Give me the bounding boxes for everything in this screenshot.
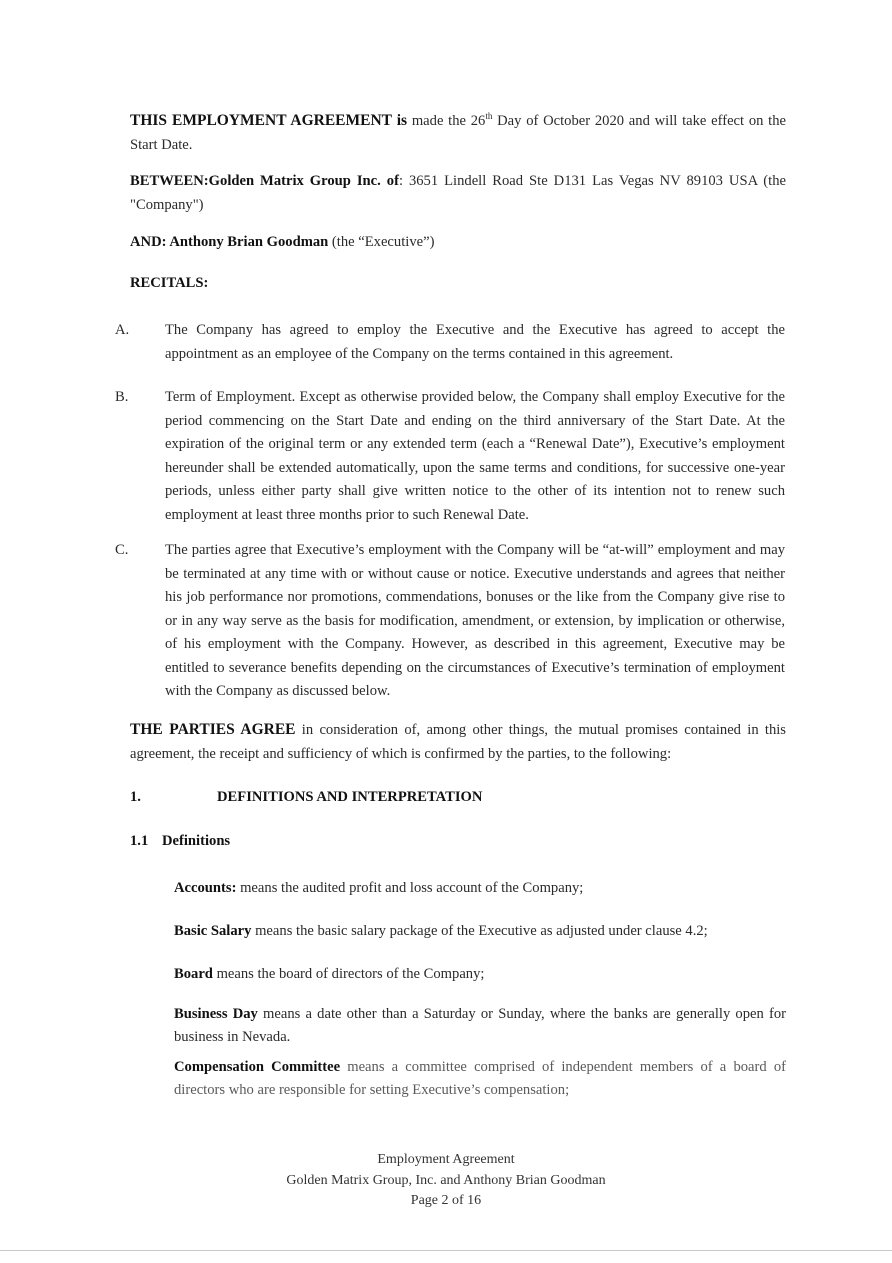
footer-page-number: Page 2 of 16 [410, 1193, 482, 1208]
intro-title: THIS EMPLOYMENT AGREEMENT is [130, 112, 408, 129]
definition-term: Business Day [174, 1006, 258, 1022]
definition-item [174, 1056, 786, 1102]
definition-item [174, 963, 786, 986]
recital-b-label: B. [115, 389, 129, 405]
footer-parties: Golden Matrix Group, Inc. and Anthony Brian Goodman [286, 1172, 606, 1188]
recitals-heading: RECITALS: [130, 275, 209, 291]
definition-text: means a committee comprised of independent members of a board of directors who are responsible for setting Executive’s compensation; [174, 1059, 786, 1098]
and-text: (the “Executive”) [328, 234, 435, 250]
subsection-number: 1.1 [130, 833, 149, 849]
section-number: 1. [130, 789, 141, 805]
parties-agree-label: THE PARTIES AGREE [130, 721, 296, 738]
definition-text: means the board of directors of the Company; [212, 966, 485, 982]
definition-text: means the basic salary package of the Executive as adjusted under clause 4.2; [251, 923, 708, 939]
intro-sup: th [485, 111, 493, 122]
and-label: AND: Anthony Brian Goodman [130, 234, 329, 250]
subsection-title: Definitions [162, 833, 231, 849]
definition-term: Accounts: [174, 880, 237, 896]
definition-text: means the audited profit and loss account of the Company; [236, 880, 584, 896]
definition-term: Board [174, 966, 213, 982]
recital-c-text: The parties agree that Executive’s employment with the Company will be “at-will” employment and may be terminated at any time with or without cause or notice. Executive understands and agrees that neither his job performance nor promotions, commendations, bonuses or the like from the Company give rise to or in any way serve as the basis for modification, amendment, or extension, by implication or otherwise, of his employment with the Company. However, as described in this agreement, Executive may be entitled to severance benefits depending on the circumstances of Executive’s termination of employment with the Company as discussed below. [165, 542, 785, 699]
intro-text-a: made the 26 [407, 113, 486, 129]
definition-term: Compensation Committee [174, 1059, 341, 1075]
recital-c-label: C. [115, 542, 129, 558]
section-title: DEFINITIONS AND INTERPRETATION [217, 789, 483, 805]
definition-term: Basic Salary [174, 923, 252, 939]
footer-title: Employment Agreement [377, 1152, 515, 1167]
intro-paragraph [130, 109, 786, 157]
between-text: : 3651 Lindell Road Ste D131 Las Vegas NV 89103 USA (the "Company") [130, 173, 786, 213]
definition-item [174, 1003, 786, 1049]
recital-a-label: A. [115, 322, 130, 338]
between-label: BETWEEN: [130, 173, 209, 189]
between-party: Golden Matrix Group Inc. of [208, 173, 399, 189]
and-paragraph [130, 231, 786, 255]
page-footer [0, 1150, 892, 1212]
intro-text-b: Day of October 2020 and will take effect on the Start Date. [130, 113, 787, 153]
definition-text: means a date other than a Saturday or Sunday, where the banks are generally open for business in Nevada. [174, 1006, 786, 1045]
definition-item [174, 877, 786, 900]
between-paragraph [130, 170, 786, 217]
recital-a-text: The Company has agreed to employ the Executive and the Executive has agreed to accept the appointment as an employee of the Company on the terms contained in this agreement. [165, 322, 785, 362]
definition-item [174, 920, 786, 943]
parties-agree-paragraph [130, 718, 786, 766]
scan-edge-line [0, 1250, 892, 1251]
recital-b-text: Term of Employment. Except as otherwise provided below, the Company shall employ Executive for the period commencing on the Start Date and ending on the third anniversary of the Start Date. At the expiration of the original term or any extended term (each a “Renewal Date”), Executive’s employment hereunder shall be extended automatically, upon the same terms and conditions, for successive one-year periods, unless either party shall give written notice to the other of its intention not to renew such employment at least three months prior to such Renewal Date. [165, 389, 785, 523]
parties-agree-text: in consideration of, among other things, the mutual promises contained in this agreement, the receipt and sufficiency of which is confirmed by the parties, to the following: [130, 722, 786, 762]
